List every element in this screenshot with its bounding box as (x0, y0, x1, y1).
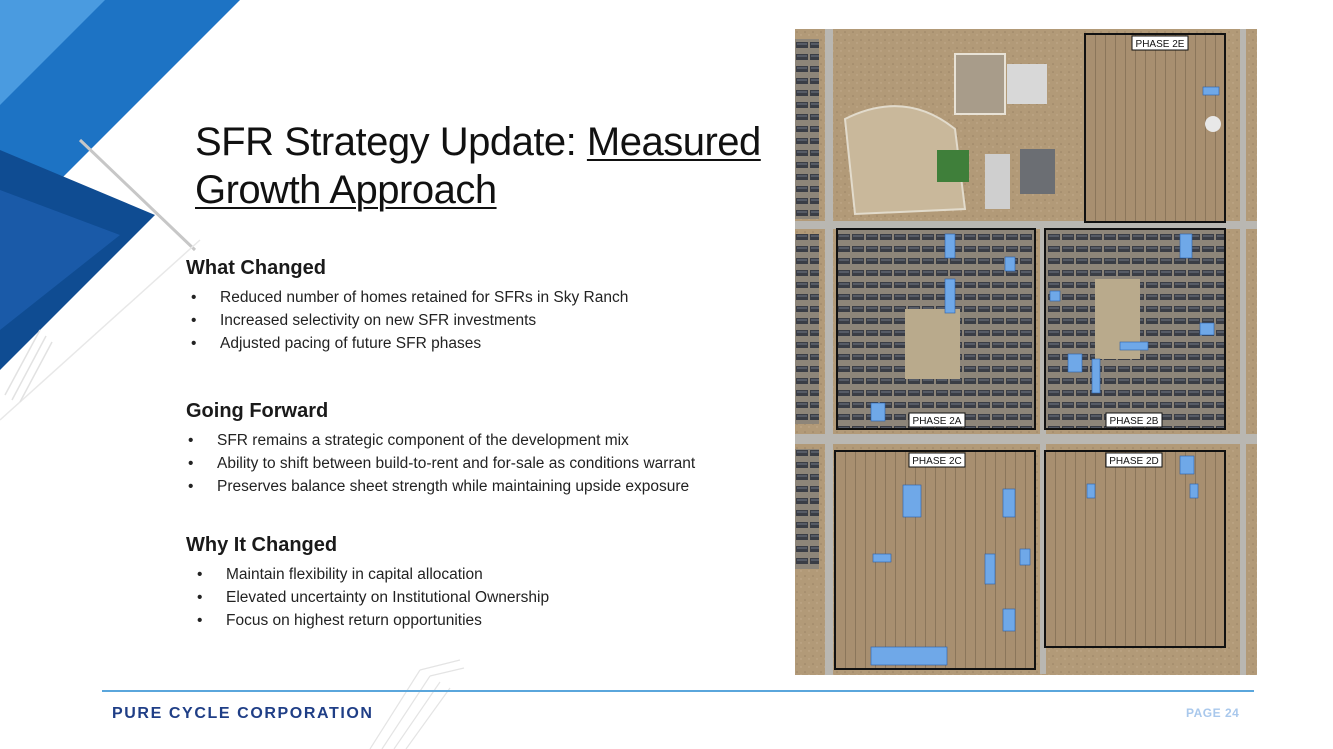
list-item (186, 309, 628, 332)
map-sports-field (937, 150, 969, 182)
bullet-list (186, 563, 549, 632)
bullet-dot-icon: • (197, 589, 203, 606)
list-item (186, 452, 695, 475)
list-item (186, 429, 695, 452)
phase-2a-park (905, 309, 960, 379)
section-why-it-changed (186, 534, 549, 632)
map-road (1240, 29, 1246, 675)
map-road (795, 434, 1257, 444)
map-houses (795, 449, 819, 569)
section-heading: Going Forward (186, 400, 329, 422)
section-going-forward (186, 400, 695, 498)
list-item-text: Increased selectivity on new SFR investments (220, 312, 537, 329)
list-item-text: Focus on highest return opportunities (226, 612, 482, 629)
list-item (186, 609, 549, 632)
phase-2c-lots (835, 451, 1035, 669)
list-item-text: Elevated uncertainty on Institutional Ownership (226, 589, 550, 606)
phase-2e-highlight-lot (1203, 87, 1219, 95)
phase-label-text: PHASE 2C (912, 456, 962, 467)
phase-label-2b (1106, 413, 1162, 427)
phase-label-2e (1132, 36, 1188, 50)
footer-divider (102, 690, 1254, 692)
list-item (186, 332, 628, 355)
list-item (186, 563, 549, 586)
bullet-dot-icon: • (197, 566, 203, 583)
aerial-site-map (795, 29, 1257, 675)
page-title (195, 118, 775, 214)
bullet-dot-icon: • (191, 289, 197, 306)
list-item-text: Adjusted pacing of future SFR phases (220, 335, 482, 352)
bullet-dot-icon: • (197, 612, 203, 629)
section-heading: Why It Changed (186, 534, 338, 556)
phase-label-text: PHASE 2A (912, 416, 962, 427)
page-number: PAGE 24 (1186, 706, 1240, 720)
map-building (985, 154, 1010, 209)
phase-label-text: PHASE 2D (1109, 456, 1159, 467)
phase-label-text: PHASE 2E (1135, 39, 1185, 50)
map-parking-lot (1020, 149, 1055, 194)
bullet-list (186, 286, 628, 355)
bullet-dot-icon: • (188, 478, 194, 495)
map-water-tank (1205, 116, 1221, 132)
list-item-text: Reduced number of homes retained for SFRs in Sky Ranch (220, 289, 629, 306)
company-name: PURE CYCLE CORPORATION (112, 705, 374, 722)
phase-label-2d (1106, 453, 1162, 467)
phase-label-2c (909, 453, 965, 467)
list-item-text: Ability to shift between build-to-rent and for-sale as conditions warrant (217, 455, 696, 472)
map-houses (795, 39, 819, 219)
section-what-changed (186, 257, 628, 355)
phase-2d-lots (1045, 451, 1225, 647)
section-heading: What Changed (186, 257, 326, 279)
bullet-dot-icon: • (191, 335, 197, 352)
phase-label-2a (909, 413, 965, 427)
title-emphasis: Measured Growth Approach (195, 120, 761, 212)
map-school-building (1007, 64, 1047, 104)
list-item (186, 286, 628, 309)
bullet-list (186, 429, 695, 498)
bullet-dot-icon: • (191, 312, 197, 329)
bullet-dot-icon: • (188, 432, 194, 449)
footer-building-sketch (360, 650, 470, 749)
list-item (186, 475, 695, 498)
bullet-dot-icon: • (188, 455, 194, 472)
phase-2e-lots (1085, 34, 1225, 222)
map-houses (795, 234, 819, 424)
map-track (955, 54, 1005, 114)
corner-decoration (0, 0, 240, 440)
map-road (825, 29, 833, 675)
title-prefix: SFR Strategy Update: (195, 120, 587, 164)
list-item-text: Preserves balance sheet strength while maintaining upside exposure (217, 478, 690, 495)
phase-label-text: PHASE 2B (1109, 416, 1159, 427)
list-item-text: SFR remains a strategic component of the development mix (217, 432, 629, 449)
list-item (186, 586, 549, 609)
list-item-text: Maintain flexibility in capital allocation (226, 566, 483, 583)
